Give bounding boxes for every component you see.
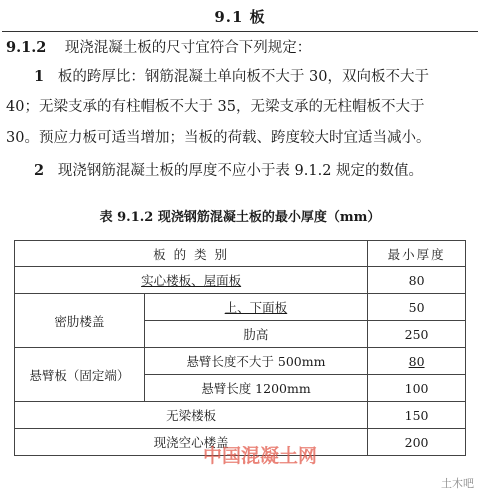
item2-text: 现浇钢筋混凝土板的厚度不应小于表 9.1.2 规定的数值。 <box>57 163 424 179</box>
table-caption: 表 9.1.2 现浇钢筋混凝土板的最小厚度（mm） <box>99 210 381 225</box>
min-thickness-table <box>14 240 466 456</box>
item1-text-line1: 板的跨厚比：钢筋混凝土单向板不大于 30，双向板不大于 <box>57 69 429 85</box>
row-rib-height-value: 250 <box>368 321 466 348</box>
row-rib-height: 肋高 <box>144 321 368 348</box>
table-row <box>15 294 466 321</box>
table-row <box>15 402 466 429</box>
row-flat-slab: 无梁楼板 <box>15 402 368 429</box>
item2-number: 2 <box>34 162 45 179</box>
header-slab-type: 板 的 类 别 <box>15 241 368 267</box>
item1-text-line2: 40；无梁支承的有柱帽板不大于 35，无梁支承的无柱帽板不大于 <box>6 99 425 115</box>
clause-paragraph <box>6 38 476 58</box>
credit-text: 土木吧 <box>441 477 474 490</box>
row-cantilever-500: 悬臂长度不大于 500mm <box>144 348 368 375</box>
section-title: 9.1 板 <box>214 8 266 26</box>
item1-number: 1 <box>34 68 45 85</box>
row-top-bottom-slab: 上、下面板 <box>144 294 368 321</box>
row-cantilever-500-value: 80 <box>368 348 466 375</box>
item1-line1 <box>6 67 480 87</box>
clause-number: 9.1.2 <box>6 39 47 56</box>
row-hollow-floor-value: 200 <box>368 429 466 456</box>
item1-text-line3: 30。预应力板可适当增加；当板的荷载、跨度较大时宜适当减小。 <box>6 130 431 146</box>
table-header-row <box>15 241 466 267</box>
row-cantilever-1200: 悬臂长度 1200mm <box>144 375 368 402</box>
group-cantilever: 悬臂板（固定端） <box>15 348 145 402</box>
row-solid-slab-type: 实心楼板、屋面板 <box>15 267 368 294</box>
header-min-thickness: 最小厚度 <box>368 241 466 267</box>
row-top-bottom-value: 50 <box>368 294 466 321</box>
group-ribbed-floor: 密肋楼盖 <box>15 294 145 348</box>
row-hollow-floor: 现浇空心楼盖 <box>15 429 368 456</box>
row-solid-slab-value: 80 <box>368 267 466 294</box>
item2-line <box>6 161 480 181</box>
table-row <box>15 267 466 294</box>
row-flat-slab-value: 150 <box>368 402 466 429</box>
watermark-text: 中国混凝土网 <box>202 445 317 467</box>
title-rule <box>2 31 478 32</box>
table-row <box>15 348 466 375</box>
clause-text: 现浇混凝土板的尺寸宜符合下列规定： <box>64 40 312 56</box>
row-cantilever-1200-value: 100 <box>368 375 466 402</box>
